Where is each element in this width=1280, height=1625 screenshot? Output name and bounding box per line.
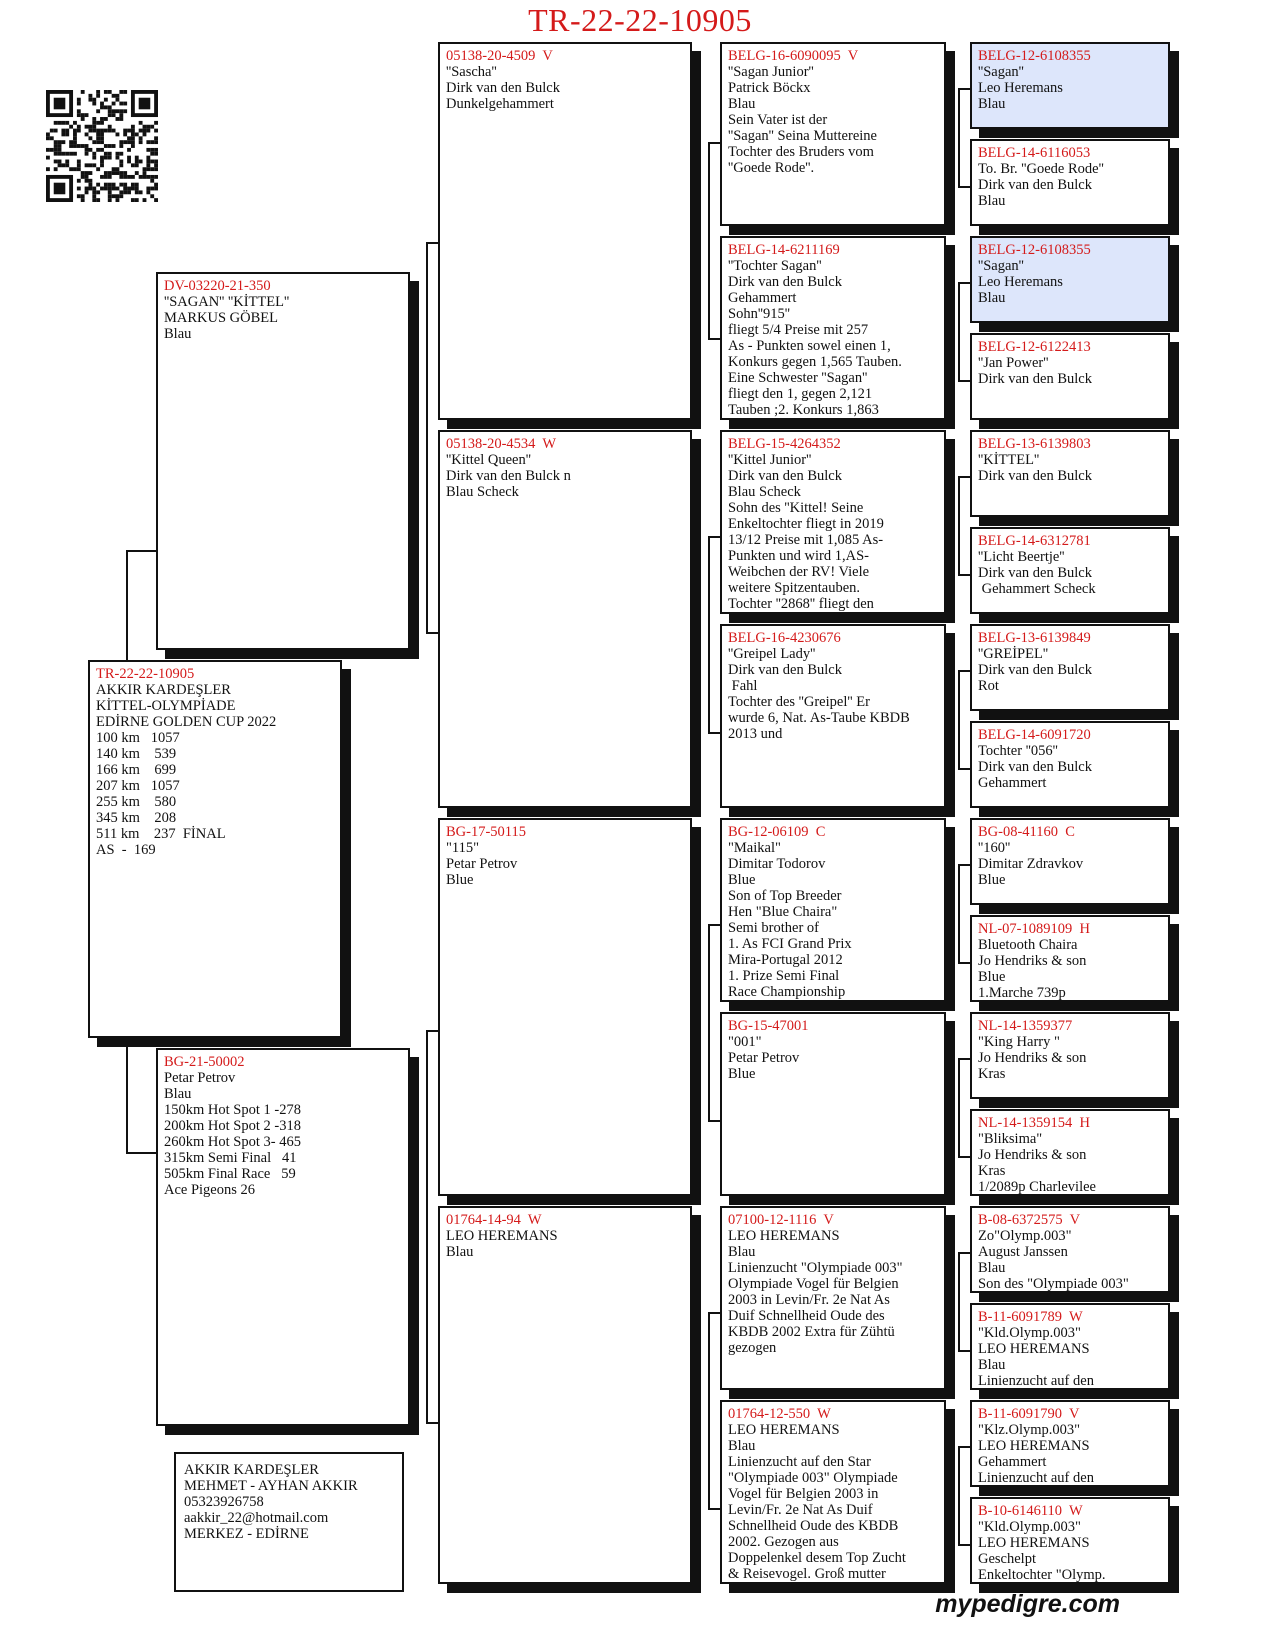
detail-line: ''Jan Power'' bbox=[978, 355, 1049, 371]
detail-line: Blau bbox=[728, 96, 756, 112]
detail-line: Blau Scheck bbox=[446, 484, 519, 500]
detail-line: Dunkelgehammert bbox=[446, 96, 554, 112]
ancestor-card[interactable] bbox=[970, 624, 1170, 711]
detail-line: KİTTEL-OLYMPİADE bbox=[96, 698, 236, 714]
detail-line: "Maikal" bbox=[728, 840, 781, 856]
detail-line: Petar Petrov bbox=[446, 856, 518, 872]
detail-line: Olympiade Vogel für Belgien bbox=[728, 1276, 899, 1292]
detail-line: Blau bbox=[978, 1260, 1006, 1276]
detail-line: 260km Hot Spot 3- 465 bbox=[164, 1134, 301, 1150]
ancestor-card[interactable] bbox=[970, 1303, 1170, 1390]
detail-line: Eine Schwester ''Sagan'' bbox=[728, 370, 868, 386]
detail-line: Schnellheid Oude des KBDB bbox=[728, 1518, 899, 1534]
pigeon-details bbox=[728, 1034, 938, 1082]
detail-line: Blau Scheck bbox=[728, 484, 801, 500]
great-grandparent-card[interactable] bbox=[720, 430, 946, 614]
subject-card[interactable] bbox=[88, 660, 342, 1038]
ring-number: BELG-13-6139849 bbox=[978, 630, 1091, 646]
detail-line: Hen "Blue Chaira" bbox=[728, 904, 838, 920]
detail-line: Dirk van den Bulck n bbox=[446, 468, 571, 484]
detail-line: Dirk van den Bulck bbox=[728, 274, 842, 290]
detail-line: Dirk van den Bulck bbox=[978, 662, 1092, 678]
detail-line: Blue bbox=[728, 872, 756, 888]
ring-number: BELG-15-4264352 bbox=[728, 436, 841, 452]
ring-number: NL-14-1359154 H bbox=[978, 1115, 1090, 1131]
pigeon-details bbox=[978, 161, 1162, 209]
great-grandparent-card[interactable] bbox=[720, 1012, 946, 1196]
pigeon-details bbox=[728, 1228, 938, 1356]
detail-line: Dimitar Todorov bbox=[728, 856, 826, 872]
detail-line: Son des "Olympiade 003" bbox=[978, 1276, 1129, 1292]
subject-ring-number: TR-22-22-10905 bbox=[96, 666, 195, 682]
detail-line: Gehammert bbox=[978, 775, 1047, 791]
ring-number: B-11-6091789 W bbox=[978, 1309, 1083, 1325]
ring-number: B-08-6372575 V bbox=[978, 1212, 1081, 1228]
ancestor-card[interactable] bbox=[970, 430, 1170, 517]
ring-number: NL-14-1359377 bbox=[978, 1018, 1073, 1034]
detail-line: Tochter des ''Greipel'' Er bbox=[728, 694, 870, 710]
detail-line: ''Kittel Junior'' bbox=[728, 452, 812, 468]
qr-code-icon bbox=[46, 90, 158, 202]
pigeon-details bbox=[978, 452, 1162, 484]
ancestor-card[interactable] bbox=[970, 1109, 1170, 1196]
detail-line: 315km Semi Final 41 bbox=[164, 1150, 297, 1166]
detail-line: ''Sascha'' bbox=[446, 64, 497, 80]
pigeon-details bbox=[978, 64, 1162, 112]
detail-line: Blau bbox=[164, 326, 192, 342]
detail-line: Rot bbox=[978, 678, 999, 694]
great-grandparent-card[interactable] bbox=[720, 236, 946, 420]
detail-line: MERKEZ - EDİRNE bbox=[184, 1526, 309, 1542]
pigeon-details bbox=[978, 1422, 1162, 1486]
detail-line: Duif Schnellheid Oude des bbox=[728, 1308, 885, 1324]
detail-line: 150km Hot Spot 1 -278 bbox=[164, 1102, 301, 1118]
ancestor-card[interactable] bbox=[970, 1400, 1170, 1487]
detail-line: Blau bbox=[978, 1357, 1006, 1373]
detail-line: Dirk van den Bulck bbox=[978, 177, 1092, 193]
ring-number: BG-12-06109 C bbox=[728, 824, 826, 840]
detail-line: "Olympiade 003" Olympiade bbox=[728, 1470, 898, 1486]
pigeon-details bbox=[728, 64, 938, 176]
pigeon-details bbox=[978, 1519, 1162, 1583]
contact-details bbox=[184, 1462, 394, 1542]
detail-line: Leo Heremans bbox=[978, 80, 1063, 96]
ancestor-card[interactable] bbox=[970, 721, 1170, 808]
detail-line: Dirk van den Bulck bbox=[978, 371, 1092, 387]
pigeon-details bbox=[978, 743, 1162, 791]
detail-line: Zo"Olymp.003" bbox=[978, 1228, 1072, 1244]
detail-line: Blue bbox=[978, 872, 1006, 888]
ancestor-card[interactable] bbox=[970, 1497, 1170, 1584]
detail-line: LEO HEREMANS bbox=[728, 1422, 840, 1438]
ring-number: BELG-13-6139803 bbox=[978, 436, 1091, 452]
detail-line: weitere Spitzentauben. bbox=[728, 580, 861, 596]
detail-line: Petar Petrov bbox=[164, 1070, 236, 1086]
great-grandparent-card[interactable] bbox=[720, 1206, 946, 1390]
detail-line: Dirk van den Bulck bbox=[728, 468, 842, 484]
detail-line: "Bliksima" bbox=[978, 1131, 1043, 1147]
pigeon-details bbox=[446, 452, 684, 500]
detail-line: 140 km 539 bbox=[96, 746, 177, 762]
detail-line: Punkten und wird 1,AS- bbox=[728, 548, 869, 564]
pigeon-details bbox=[728, 840, 938, 1000]
pigeon-details bbox=[978, 840, 1162, 888]
detail-line: 05323926758 bbox=[184, 1494, 264, 1510]
pigeon-details bbox=[978, 937, 1162, 1001]
pigeon-details bbox=[446, 64, 684, 112]
detail-line: Dirk van den Bulck bbox=[978, 759, 1092, 775]
pigeon-details bbox=[978, 1228, 1162, 1292]
detail-line: Geschelpt bbox=[978, 1551, 1036, 1567]
detail-line: Vogel für Belgien 2003 in bbox=[728, 1486, 879, 1502]
detail-line: ''Greipel Lady'' bbox=[728, 646, 816, 662]
detail-line: As - Punkten sowel einen 1, bbox=[728, 338, 891, 354]
pigeon-details bbox=[978, 549, 1162, 597]
ancestor-card[interactable] bbox=[970, 915, 1170, 1002]
ancestor-card[interactable] bbox=[970, 42, 1170, 129]
detail-line: LEO HEREMANS bbox=[978, 1535, 1090, 1551]
detail-line: ''KİTTEL'' bbox=[978, 452, 1040, 468]
ring-number: BELG-14-6116053 bbox=[978, 145, 1091, 161]
ring-number: BELG-14-6211169 bbox=[728, 242, 840, 258]
detail-line: Blue bbox=[978, 969, 1006, 985]
ancestor-card[interactable] bbox=[970, 139, 1170, 226]
detail-line: Mira-Portugal 2012 bbox=[728, 952, 843, 968]
detail-line: AKKIR KARDEŞLER bbox=[96, 682, 231, 698]
detail-line: ''Sagan'' bbox=[978, 64, 1024, 80]
pigeon-details bbox=[978, 258, 1162, 306]
detail-line: Gehammert Scheck bbox=[978, 581, 1096, 597]
detail-line: "Kld.Olymp.003" bbox=[978, 1519, 1081, 1535]
grandparent-card[interactable] bbox=[438, 430, 692, 808]
detail-line: ''Kittel Queen'' bbox=[446, 452, 531, 468]
ancestor-card[interactable] bbox=[970, 333, 1170, 420]
ring-number: BELG-16-6090095 V bbox=[728, 48, 859, 64]
ancestor-card[interactable] bbox=[970, 1206, 1170, 1293]
detail-line: Blau bbox=[978, 96, 1006, 112]
detail-line: ''Goede Rode''. bbox=[728, 160, 815, 176]
detail-line: & Reisevogel. Groß mutter bbox=[728, 1566, 886, 1582]
detail-line: Tochter ''056'' bbox=[978, 743, 1058, 759]
detail-line: "King Harry " bbox=[978, 1034, 1060, 1050]
ancestor-card[interactable] bbox=[970, 1012, 1170, 1099]
detail-line: Weibchen der RV! Viele bbox=[728, 564, 870, 580]
detail-line: 345 km 208 bbox=[96, 810, 177, 826]
detail-line: 505km Final Race 59 bbox=[164, 1166, 296, 1182]
detail-line: Kras bbox=[978, 1163, 1006, 1179]
ring-number: BELG-14-6312781 bbox=[978, 533, 1091, 549]
detail-line: fliegt 5/4 Preise mit 257 bbox=[728, 322, 869, 338]
detail-line: Gehammert bbox=[728, 290, 797, 306]
detail-line: ''Sagan'' Seina Muttereine bbox=[728, 128, 877, 144]
detail-line: Blue bbox=[728, 1066, 756, 1082]
detail-line: ''Sagan'' bbox=[978, 258, 1024, 274]
detail-line: ''SAGAN'' ''KİTTEL'' bbox=[164, 294, 290, 310]
ring-number: BELG-12-6122413 bbox=[978, 339, 1091, 355]
pigeon-details bbox=[728, 646, 938, 742]
detail-line: 511 km 237 FİNAL bbox=[96, 826, 226, 842]
detail-line: 207 km 1057 bbox=[96, 778, 180, 794]
detail-line: LEO HEREMANS bbox=[978, 1438, 1090, 1454]
ancestor-card[interactable] bbox=[970, 236, 1170, 323]
detail-line: Fahl bbox=[728, 678, 758, 694]
pigeon-details bbox=[446, 840, 684, 888]
sire-ring-number: DV-03220-21-350 bbox=[164, 278, 271, 294]
detail-line: Petar Petrov bbox=[728, 1050, 800, 1066]
detail-line: 255 km 580 bbox=[96, 794, 177, 810]
detail-line: 100 km 1057 bbox=[96, 730, 180, 746]
pigeon-details bbox=[978, 355, 1162, 387]
detail-line: Patrick Böckx bbox=[728, 80, 811, 96]
detail-line: 13/12 Preise mit 1,085 As- bbox=[728, 532, 884, 548]
detail-line: Jo Hendriks & son bbox=[978, 1147, 1087, 1163]
detail-line: Dirk van den Bulck bbox=[446, 80, 560, 96]
breeder-contact-card bbox=[174, 1452, 404, 1592]
detail-line: 200km Hot Spot 2 -318 bbox=[164, 1118, 301, 1134]
detail-line: Blau bbox=[728, 1438, 756, 1454]
detail-line: Dirk van den Bulck bbox=[978, 565, 1092, 581]
detail-line: Tochter des Bruders vom bbox=[728, 144, 874, 160]
detail-line: "Kld.Olymp.003" bbox=[978, 1325, 1081, 1341]
detail-line: MARKUS GÖBEL bbox=[164, 310, 278, 326]
ring-number: BELG-12-6108355 bbox=[978, 242, 1091, 258]
detail-line: August Janssen bbox=[978, 1244, 1068, 1260]
detail-line: Bluetooth Chaira bbox=[978, 937, 1078, 953]
detail-line: Leo Heremans bbox=[978, 274, 1063, 290]
detail-line: fliegt den 1, gegen 2,121 bbox=[728, 386, 873, 402]
detail-line: Kras bbox=[978, 1066, 1006, 1082]
detail-line: Blau bbox=[164, 1086, 192, 1102]
detail-line: Semi brother of bbox=[728, 920, 820, 936]
detail-line: gezogen bbox=[728, 1340, 777, 1356]
detail-line: aakkir_22@hotmail.com bbox=[184, 1510, 329, 1526]
ring-number: BELG-12-6108355 bbox=[978, 48, 1091, 64]
page-title: TR-22-22-10905 bbox=[528, 2, 752, 38]
detail-line: MEHMET - AYHAN AKKIR bbox=[184, 1478, 358, 1494]
ring-number: BELG-14-6091720 bbox=[978, 727, 1091, 743]
detail-line: AKKIR KARDEŞLER bbox=[184, 1462, 319, 1478]
detail-line: 1. As FCI Grand Prix bbox=[728, 936, 852, 952]
pigeon-details bbox=[728, 1422, 938, 1582]
pigeon-details bbox=[446, 1228, 684, 1260]
great-grandparent-card[interactable] bbox=[720, 818, 946, 1002]
sire-details bbox=[164, 294, 402, 342]
detail-line: LEO HEREMANS bbox=[446, 1228, 558, 1244]
detail-line: Race Championship bbox=[728, 984, 846, 1000]
detail-line: "115" bbox=[446, 840, 480, 856]
detail-line: Blue bbox=[446, 872, 474, 888]
detail-line: To. Br. ''Goede Rode'' bbox=[978, 161, 1104, 177]
ring-number: 01764-12-550 W bbox=[728, 1406, 831, 1422]
detail-line: Linienzucht auf den bbox=[978, 1373, 1094, 1389]
ring-number: 05138-20-4534 W bbox=[446, 436, 557, 452]
ring-number: BG-17-50115 bbox=[446, 824, 527, 840]
detail-line: Dimitar Zdravkov bbox=[978, 856, 1084, 872]
detail-line: Linienzucht auf den bbox=[978, 1470, 1094, 1486]
detail-line: ''Sagan Junior'' bbox=[728, 64, 814, 80]
detail-line: 1.Marche 739p bbox=[978, 985, 1066, 1001]
detail-line: Son of Top Breeder bbox=[728, 888, 842, 904]
ring-number: NL-07-1089109 H bbox=[978, 921, 1090, 937]
detail-line: EDİRNE GOLDEN CUP 2022 bbox=[96, 714, 277, 730]
detail-line: Gehammert bbox=[978, 1454, 1047, 1470]
detail-line: Blau bbox=[728, 1244, 756, 1260]
detail-line: Enkeltochter fliegt in 2019 bbox=[728, 516, 884, 532]
detail-line: ''160'' bbox=[978, 840, 1011, 856]
detail-line: Konkurs gegen 1,565 Tauben. bbox=[728, 354, 902, 370]
ancestor-card[interactable] bbox=[970, 818, 1170, 905]
detail-line: Dirk van den Bulck bbox=[978, 468, 1092, 484]
detail-line: Sohn des ''Kittel! Seine bbox=[728, 500, 864, 516]
detail-line: Doppelenkel desem Top Zucht bbox=[728, 1550, 906, 1566]
detail-line: wurde 6, Nat. As-Taube KBDB bbox=[728, 710, 910, 726]
detail-line: Enkeltochter "Olymp. bbox=[978, 1567, 1106, 1583]
detail-line: Dirk van den Bulck bbox=[728, 662, 842, 678]
grandparent-card[interactable] bbox=[438, 42, 692, 420]
pigeon-details bbox=[978, 646, 1162, 694]
subject-details bbox=[96, 682, 334, 858]
detail-line: Linienzucht auf den Star bbox=[728, 1454, 871, 1470]
ring-number: 07100-12-1116 V bbox=[728, 1212, 834, 1228]
detail-line: Linienzucht "Olympiade 003" bbox=[728, 1260, 903, 1276]
detail-line: LEO HEREMANS bbox=[728, 1228, 840, 1244]
detail-line: Tochter ''2868'' fliegt den bbox=[728, 596, 874, 612]
great-grandparent-card[interactable] bbox=[720, 1400, 946, 1584]
detail-line: Blau bbox=[446, 1244, 474, 1260]
ring-number: BELG-16-4230676 bbox=[728, 630, 841, 646]
detail-line: 2013 und bbox=[728, 726, 783, 742]
ring-number: 05138-20-4509 V bbox=[446, 48, 553, 64]
detail-line: LEO HEREMANS bbox=[978, 1341, 1090, 1357]
detail-line: 166 km 699 bbox=[96, 762, 177, 778]
detail-line: Blau bbox=[978, 193, 1006, 209]
site-footer-logo[interactable]: mypedigre.com bbox=[935, 1590, 1120, 1618]
ring-number: B-10-6146110 W bbox=[978, 1503, 1083, 1519]
ring-number: 01764-14-94 W bbox=[446, 1212, 542, 1228]
great-grandparent-card[interactable] bbox=[720, 42, 946, 226]
detail-line: Blau bbox=[978, 290, 1006, 306]
detail-line: ''Licht Beertje'' bbox=[978, 549, 1065, 565]
detail-line: 1/2089p Charlevilee bbox=[978, 1179, 1096, 1195]
pigeon-details bbox=[728, 452, 938, 612]
detail-line: "Klz.Olymp.003" bbox=[978, 1422, 1081, 1438]
dam-ring-number: BG-21-50002 bbox=[164, 1054, 245, 1070]
detail-line: Levin/Fr. 2e Nat As Duif bbox=[728, 1502, 873, 1518]
ring-number: B-11-6091790 V bbox=[978, 1406, 1080, 1422]
detail-line: ''GREİPEL'' bbox=[978, 646, 1049, 662]
detail-line: ''Tochter Sagan'' bbox=[728, 258, 822, 274]
detail-line: Sohn''915'' bbox=[728, 306, 791, 322]
sire-card[interactable] bbox=[156, 272, 410, 650]
dam-details bbox=[164, 1070, 402, 1198]
grandparent-card[interactable] bbox=[438, 1206, 692, 1584]
detail-line: Ace Pigeons 26 bbox=[164, 1182, 256, 1198]
grandparent-card[interactable] bbox=[438, 818, 692, 1196]
pigeon-details bbox=[978, 1131, 1162, 1195]
detail-line: "001" bbox=[728, 1034, 762, 1050]
detail-line: 2003 in Levin/Fr. 2e Nat As bbox=[728, 1292, 890, 1308]
great-grandparent-card[interactable] bbox=[720, 624, 946, 808]
detail-line: Sein Vater ist der bbox=[728, 112, 828, 128]
ancestor-card[interactable] bbox=[970, 527, 1170, 614]
pigeon-details bbox=[728, 258, 938, 418]
detail-line: KBDB 2002 Extra für Zühtü bbox=[728, 1324, 895, 1340]
detail-line: 2002. Gezogen aus bbox=[728, 1534, 839, 1550]
dam-card[interactable] bbox=[156, 1048, 410, 1426]
ring-number: BG-15-47001 bbox=[728, 1018, 809, 1034]
detail-line: Tauben ;2. Konkurs 1,863 bbox=[728, 402, 879, 418]
pigeon-details bbox=[978, 1034, 1162, 1082]
ring-number: BG-08-41160 C bbox=[978, 824, 1075, 840]
detail-line: Jo Hendriks & son bbox=[978, 1050, 1087, 1066]
detail-line: 1. Prize Semi Final bbox=[728, 968, 840, 984]
detail-line: AS - 169 bbox=[96, 842, 156, 858]
pigeon-details bbox=[978, 1325, 1162, 1389]
detail-line: Jo Hendriks & son bbox=[978, 953, 1087, 969]
